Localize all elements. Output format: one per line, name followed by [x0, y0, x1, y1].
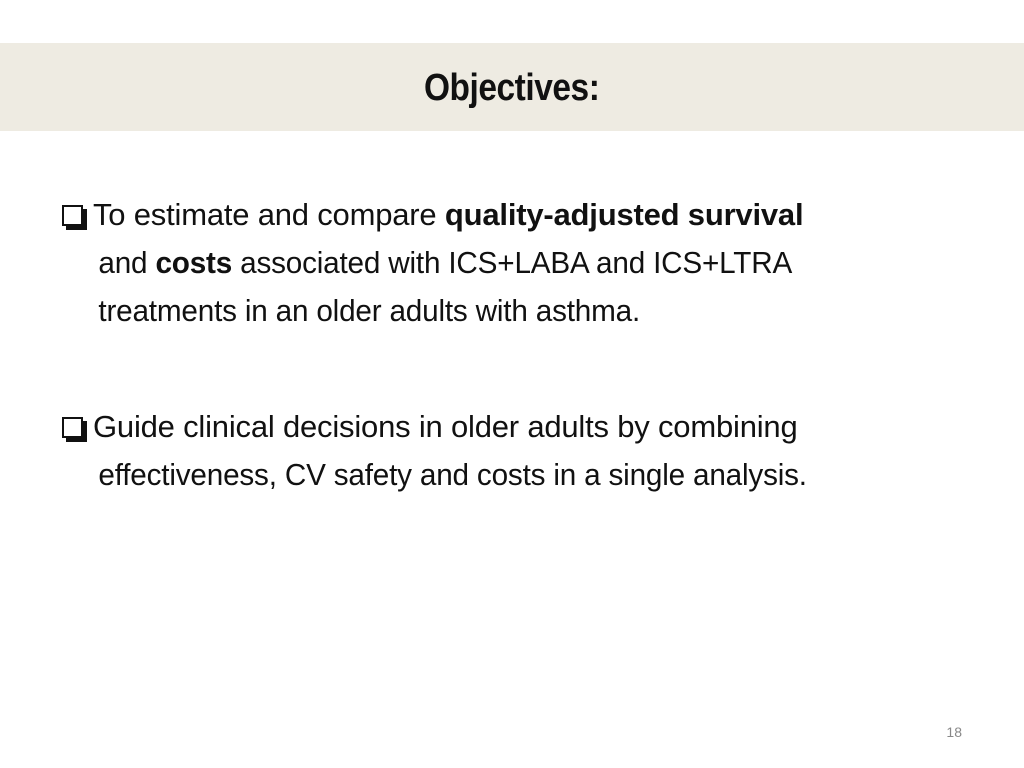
page-number: 18 — [946, 724, 962, 740]
checkbox-icon — [62, 417, 83, 438]
bullet-1-text-a: To estimate and compare — [93, 197, 445, 232]
bullet-2-line-1 — [62, 403, 972, 451]
title-band — [0, 43, 1024, 131]
bullet-1-text-b: and — [98, 245, 156, 280]
bullet-1-emphasis-survival: quality-adjusted survival — [444, 197, 804, 232]
bullet-1-line-1 — [62, 191, 972, 239]
bullet-2-line-2: effectiveness, CV safety and costs in a single analysis. — [98, 457, 807, 492]
bullet-1-line-2 — [62, 239, 934, 287]
bullet-1-emphasis-costs: costs — [155, 245, 233, 280]
checkbox-icon — [62, 205, 83, 226]
bullet-2-text-a: Guide clinical decisions in older adults by combining — [93, 409, 798, 444]
slide-title: Objectives: — [424, 66, 600, 109]
bullet-item-1 — [62, 191, 972, 335]
bullet-1-text-c: associated with ICS+LABA and ICS+LTRA — [232, 245, 793, 280]
bullet-1-line-3: treatments in an older adults with asthma. — [98, 293, 641, 328]
bullet-item-2 — [62, 403, 972, 499]
